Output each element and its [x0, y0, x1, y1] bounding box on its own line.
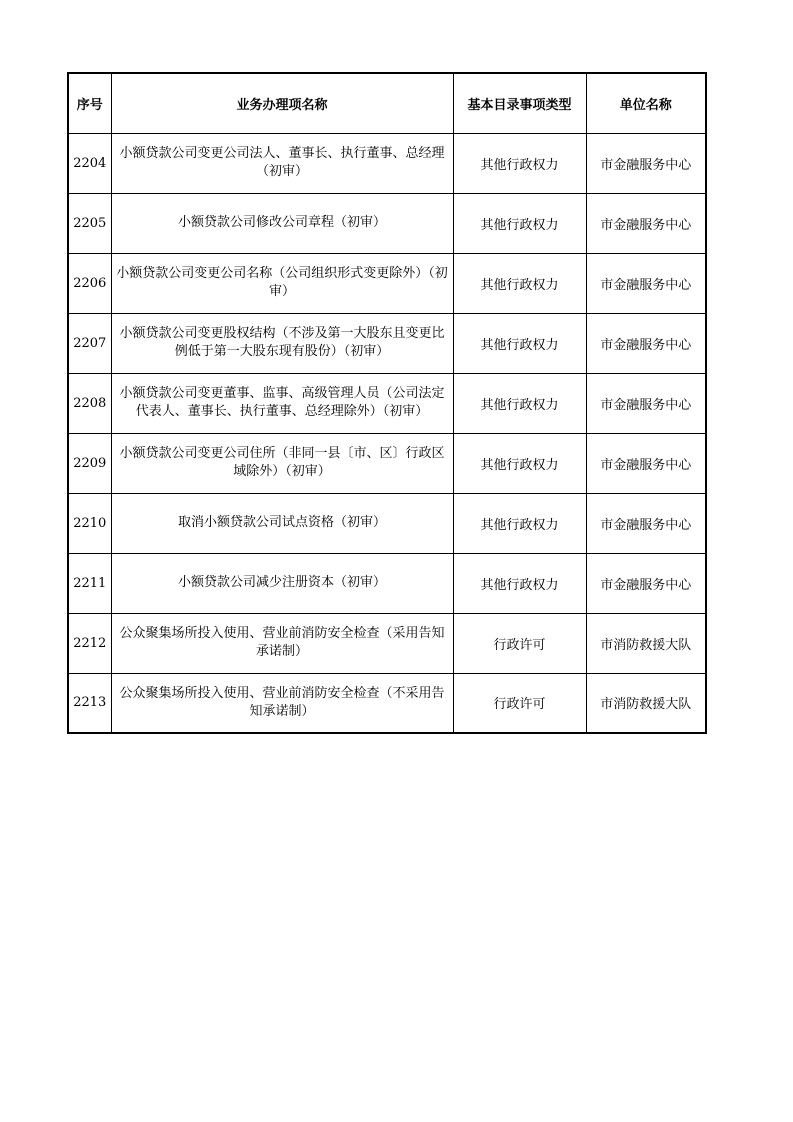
cell-item-type: 行政许可	[453, 673, 586, 733]
table-row	[68, 253, 706, 313]
cell-seq: 2211	[68, 553, 111, 613]
cell-item-type: 其他行政权力	[453, 553, 586, 613]
table-row	[68, 613, 706, 673]
cell-unit-name: 市消防救援大队	[586, 613, 706, 673]
cell-seq: 2204	[68, 133, 111, 193]
cell-unit-name: 市金融服务中心	[586, 493, 706, 553]
table-row	[68, 493, 706, 553]
cell-item-name: 公众聚集场所投入使用、营业前消防安全检查（不采用告知承诺制）	[111, 673, 453, 733]
cell-item-type: 其他行政权力	[453, 253, 586, 313]
item-catalog-table	[67, 72, 707, 734]
cell-seq: 2205	[68, 193, 111, 253]
cell-item-type: 行政许可	[453, 613, 586, 673]
cell-seq: 2207	[68, 313, 111, 373]
table-row	[68, 193, 706, 253]
table-row	[68, 673, 706, 733]
cell-item-type: 其他行政权力	[453, 493, 586, 553]
table-row	[68, 313, 706, 373]
cell-unit-name: 市金融服务中心	[586, 193, 706, 253]
table-row	[68, 433, 706, 493]
table-row	[68, 553, 706, 613]
cell-seq: 2210	[68, 493, 111, 553]
cell-unit-name: 市消防救援大队	[586, 673, 706, 733]
header-item-type: 基本目录事项类型	[453, 73, 586, 133]
cell-item-name: 小额贷款公司减少注册资本（初审）	[111, 553, 453, 613]
cell-unit-name: 市金融服务中心	[586, 373, 706, 433]
cell-item-type: 其他行政权力	[453, 133, 586, 193]
cell-item-type: 其他行政权力	[453, 373, 586, 433]
cell-item-name: 取消小额贷款公司试点资格（初审）	[111, 493, 453, 553]
header-unit-name: 单位名称	[586, 73, 706, 133]
cell-seq: 2212	[68, 613, 111, 673]
cell-unit-name: 市金融服务中心	[586, 133, 706, 193]
cell-item-name: 小额贷款公司变更董事、监事、高级管理人员（公司法定代表人、董事长、执行董事、总经理除外）（初审）	[111, 373, 453, 433]
table-row	[68, 373, 706, 433]
cell-item-name: 小额贷款公司变更公司法人、董事长、执行董事、总经理（初审）	[111, 133, 453, 193]
header-seq: 序号	[68, 73, 111, 133]
cell-seq: 2213	[68, 673, 111, 733]
cell-unit-name: 市金融服务中心	[586, 253, 706, 313]
cell-seq: 2208	[68, 373, 111, 433]
cell-item-name: 公众聚集场所投入使用、营业前消防安全检查（采用告知承诺制）	[111, 613, 453, 673]
header-row	[68, 73, 706, 133]
header-item-name: 业务办理项名称	[111, 73, 453, 133]
table-row	[68, 133, 706, 193]
cell-item-type: 其他行政权力	[453, 313, 586, 373]
cell-unit-name: 市金融服务中心	[586, 553, 706, 613]
cell-unit-name: 市金融服务中心	[586, 433, 706, 493]
cell-seq: 2209	[68, 433, 111, 493]
cell-item-name: 小额贷款公司变更公司住所（非同一县〔市、区〕行政区域除外）（初审）	[111, 433, 453, 493]
cell-item-name: 小额贷款公司变更公司名称（公司组织形式变更除外）（初审）	[111, 253, 453, 313]
cell-item-name: 小额贷款公司修改公司章程（初审）	[111, 193, 453, 253]
cell-item-name: 小额贷款公司变更股权结构（不涉及第一大股东且变更比例低于第一大股东现有股份）（初审）	[111, 313, 453, 373]
cell-item-type: 其他行政权力	[453, 433, 586, 493]
cell-item-type: 其他行政权力	[453, 193, 586, 253]
cell-unit-name: 市金融服务中心	[586, 313, 706, 373]
cell-seq: 2206	[68, 253, 111, 313]
